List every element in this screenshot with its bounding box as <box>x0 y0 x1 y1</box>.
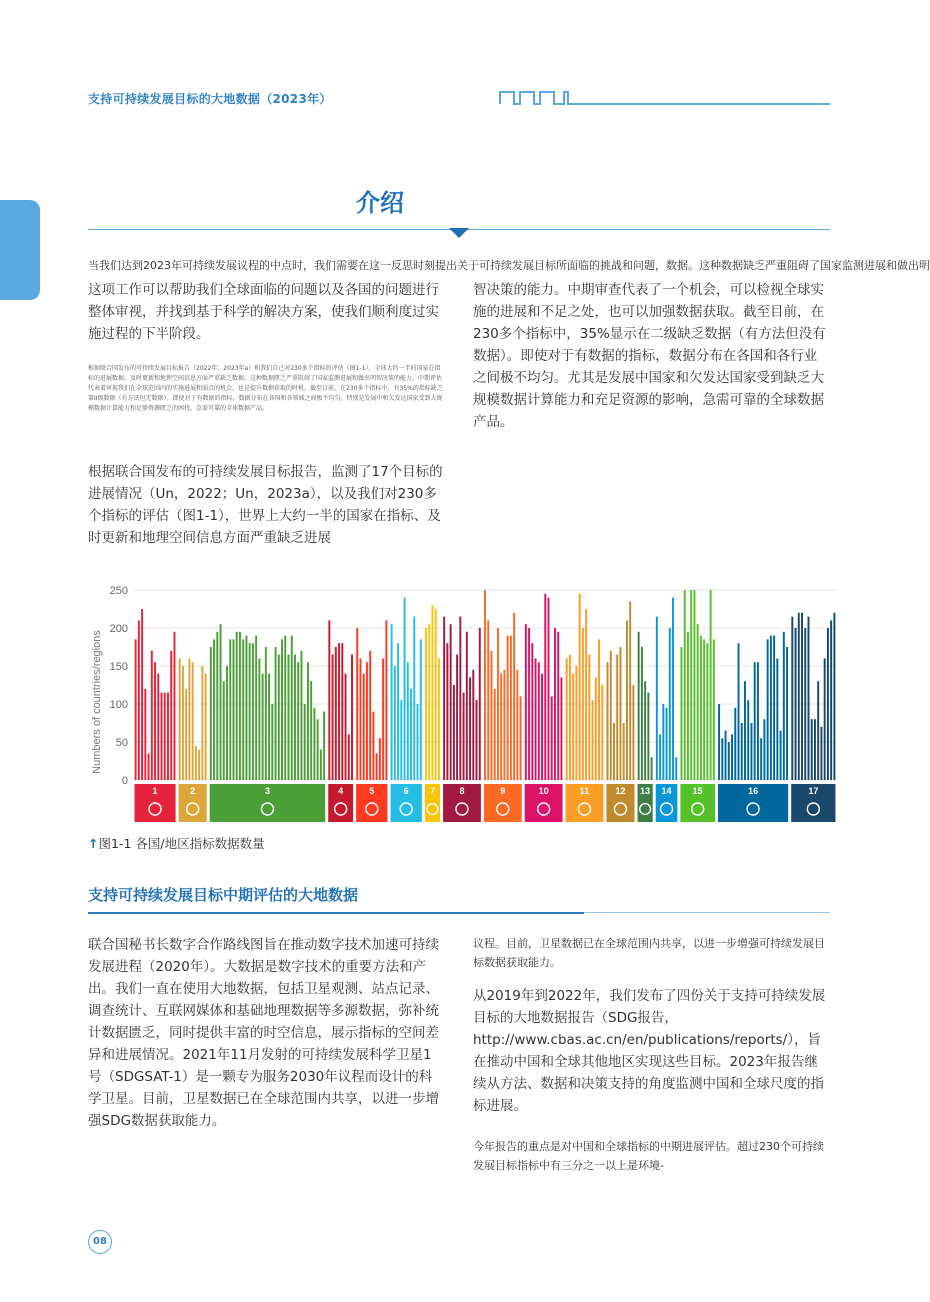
bar-goal-1 <box>167 693 169 780</box>
header-decoration <box>498 88 830 108</box>
bar-goal-11 <box>592 700 594 780</box>
bar-goal-11 <box>566 658 568 780</box>
subsection-title: 支持可持续发展目标中期评估的大地数据 <box>88 886 359 904</box>
bar-goal-9 <box>494 689 496 780</box>
bar-goal-9 <box>491 651 493 780</box>
bar-goal-16 <box>757 662 759 780</box>
bar-goal-8 <box>443 617 445 780</box>
bar-goal-3 <box>271 704 273 780</box>
bar-goal-16 <box>734 708 736 780</box>
bar-goal-15 <box>693 590 695 780</box>
bar-goal-14 <box>656 617 658 780</box>
section-title: 介绍 <box>356 189 404 217</box>
bar-goal-3 <box>297 662 299 780</box>
bar-goal-17 <box>808 617 810 780</box>
bar-goal-3 <box>255 636 257 780</box>
bar-goal-3 <box>229 639 231 780</box>
chart-bars <box>135 590 836 780</box>
bar-goal-7 <box>435 609 437 780</box>
bar-goal-15 <box>684 590 686 780</box>
sdg-goal-number: 13 <box>640 786 651 796</box>
bar-goal-2 <box>205 674 207 780</box>
bar-goal-4 <box>351 655 353 780</box>
bar-goal-14 <box>662 704 664 780</box>
bar-goal-7 <box>431 605 433 780</box>
bar-goal-3 <box>278 655 280 780</box>
bar-goal-3 <box>223 681 225 780</box>
bar-goal-6 <box>404 598 406 780</box>
bar-goal-3 <box>275 647 277 780</box>
sdg-goal-number: 12 <box>615 786 626 796</box>
bar-goal-16 <box>763 719 765 780</box>
y-tick-label: 0 <box>121 775 128 787</box>
bar-goal-6 <box>420 639 422 780</box>
bar-goal-12 <box>616 655 618 780</box>
bar-goal-4 <box>338 643 340 780</box>
sdg-goal-number: 17 <box>808 786 819 796</box>
bar-goal-5 <box>382 658 384 780</box>
bar-goal-6 <box>400 700 402 780</box>
bar-goal-11 <box>572 674 574 780</box>
bar-goal-16 <box>767 639 769 780</box>
sdg-goal-icons <box>135 784 836 822</box>
bar-goal-5 <box>360 658 362 780</box>
bar-goal-16 <box>721 738 723 780</box>
intro-right-paragraph: 智决策的能力。中期审查代表了一个机会，可以检视全球实施的进展和不足之处，也可以加强数据获取。截至目前，在230多个指标中，35%显示在二级缺乏数据（有方法但没有数据）。即使对于有数据的指标，数据分布在各国和各行业之间极不均匀。尤其是发展中国家和欠发达国家受到缺乏大规模数据计算能力和充足资源的影响，急需可靠的全球数据产品。 <box>473 282 826 430</box>
bar-goal-10 <box>544 594 546 780</box>
bar-goal-16 <box>731 734 733 780</box>
bar-goal-8 <box>450 624 452 780</box>
bar-goal-10 <box>528 628 530 780</box>
bar-goal-16 <box>773 636 775 780</box>
bar-goal-8 <box>476 700 478 780</box>
bar-goal-3 <box>233 639 235 780</box>
sdg-goal-number: 9 <box>500 786 506 796</box>
bar-goal-10 <box>557 632 559 780</box>
bar-goal-3 <box>313 708 315 780</box>
bar-goal-16 <box>754 662 756 780</box>
sdg-goal-number: 10 <box>538 786 549 796</box>
bar-goal-12 <box>623 723 625 780</box>
bar-goal-5 <box>376 753 378 780</box>
subsection-divider-light <box>584 912 830 913</box>
sdg-goal-number: 1 <box>152 786 158 796</box>
bar-goal-1 <box>170 651 172 780</box>
bar-goal-3 <box>317 719 319 780</box>
bar-goal-3 <box>268 674 270 780</box>
bar-goal-16 <box>750 723 752 780</box>
bar-goal-17 <box>804 628 806 780</box>
bar-goal-16 <box>776 658 778 780</box>
bar-goal-13 <box>644 681 646 780</box>
section-divider-marker <box>449 228 469 238</box>
bar-goal-3 <box>213 639 215 780</box>
bar-goal-6 <box>417 704 419 780</box>
bar-goal-12 <box>619 647 621 780</box>
bar-goal-4 <box>345 674 347 780</box>
bar-goal-17 <box>811 719 813 780</box>
bar-goal-8 <box>463 693 465 780</box>
bar-goal-1 <box>151 651 153 780</box>
bar-goal-12 <box>629 601 631 780</box>
bar-goal-11 <box>569 655 571 780</box>
bar-goal-5 <box>366 662 368 780</box>
bar-goal-5 <box>363 674 365 780</box>
bar-goal-16 <box>747 700 749 780</box>
bar-goal-16 <box>780 731 782 780</box>
bar-goal-1 <box>164 693 166 780</box>
bar-goal-4 <box>332 655 334 780</box>
bar-goal-1 <box>144 689 146 780</box>
bar-goal-10 <box>560 677 562 780</box>
bar-goal-2 <box>195 746 197 780</box>
sdg-indicator-bar-chart <box>84 578 840 826</box>
bar-goal-15 <box>697 624 699 780</box>
bar-goal-12 <box>626 620 628 780</box>
bar-goal-11 <box>598 639 600 780</box>
bar-goal-11 <box>575 666 577 780</box>
bar-goal-9 <box>520 696 522 780</box>
bar-goal-17 <box>814 719 816 780</box>
y-tick-label: 100 <box>109 699 128 711</box>
bar-goal-6 <box>391 624 393 780</box>
bar-goal-10 <box>548 598 550 780</box>
bar-goal-3 <box>220 624 222 780</box>
bar-goal-1 <box>141 609 143 780</box>
bar-goal-16 <box>741 723 743 780</box>
bar-goal-2 <box>185 689 187 780</box>
bar-goal-10 <box>531 643 533 780</box>
bar-goal-3 <box>258 658 260 780</box>
running-header-title: 支持可持续发展目标的大地数据（2023年） <box>88 92 332 106</box>
bar-goal-16 <box>770 636 772 780</box>
caption-arrow-icon: ↑ <box>88 836 99 851</box>
bar-goal-14 <box>666 708 668 780</box>
bar-goal-10 <box>541 674 543 780</box>
bar-goal-3 <box>304 704 306 780</box>
bar-goal-14 <box>672 598 674 780</box>
sdg-goal-number: 3 <box>264 786 270 796</box>
bar-goal-6 <box>413 617 415 780</box>
bar-goal-3 <box>284 636 286 780</box>
bar-goal-9 <box>516 670 518 780</box>
bar-goal-12 <box>632 685 634 780</box>
sdg-goal-number: 8 <box>459 786 465 796</box>
bar-goal-7 <box>428 624 430 780</box>
sdg-goal-number: 4 <box>338 786 344 796</box>
bar-goal-2 <box>192 662 194 780</box>
bar-goal-14 <box>675 757 677 780</box>
bar-goal-4 <box>341 643 343 780</box>
bar-goal-6 <box>394 666 396 780</box>
bar-goal-1 <box>161 693 163 780</box>
bar-goal-4 <box>348 734 350 780</box>
bar-goal-5 <box>372 712 374 780</box>
sdg-goal-number: 16 <box>748 786 759 796</box>
bar-goal-14 <box>669 628 671 780</box>
bar-goal-11 <box>582 628 584 780</box>
sdg-goal-number: 14 <box>661 786 672 796</box>
bar-goal-2 <box>198 750 200 780</box>
bar-goal-1 <box>157 674 159 780</box>
bar-goal-17 <box>827 628 829 780</box>
sdg-goal-number: 5 <box>369 786 375 796</box>
sdg-goal-number: 15 <box>692 786 703 796</box>
bar-goal-1 <box>138 620 140 780</box>
bar-goal-11 <box>585 609 587 780</box>
bar-goal-3 <box>294 655 296 780</box>
bar-goal-10 <box>554 628 556 780</box>
bar-goal-1 <box>173 632 175 780</box>
bar-goal-9 <box>510 636 512 780</box>
y-tick-label: 150 <box>109 661 128 673</box>
bar-goal-10 <box>525 624 527 780</box>
bar-goal-8 <box>472 670 474 780</box>
bar-goal-8 <box>479 628 481 780</box>
bar-goal-17 <box>830 620 832 780</box>
bar-goal-9 <box>487 620 489 780</box>
bar-goal-3 <box>249 643 251 780</box>
bar-goal-8 <box>466 632 468 780</box>
bar-goal-15 <box>703 639 705 780</box>
chart-y-ticks <box>110 585 128 787</box>
bar-goal-1 <box>135 639 137 780</box>
bar-goal-7 <box>425 628 427 780</box>
sdg-goal-number: 7 <box>429 786 435 796</box>
bar-goal-3 <box>242 639 244 780</box>
bar-goal-4 <box>328 620 330 780</box>
sdg-goal-number: 2 <box>190 786 196 796</box>
bar-goal-16 <box>738 643 740 780</box>
bar-goal-3 <box>226 666 228 780</box>
bar-goal-17 <box>795 628 797 780</box>
bar-goal-5 <box>356 628 358 780</box>
figure-caption <box>88 834 265 852</box>
bar-goal-2 <box>201 666 203 780</box>
intro-fine-print: 根据联合国发布的可持续发展目标报告（2022年；2023年a）和我们自己对230多个指标的评估（图1-1），全球大约一半的国家在指标的进展数据、及时更新和地理空间信息方面严重缺乏数据。这种数据匮乏严重阻碍了国家监测进展和做出明智决策的能力。中期评估代表着审视我们在全球范围内的实施进展和弱点的机会，也是提升数据获取的时机。截至目前，在230多个指标中，有35%的指标缺乏第II级数据（有方法但无数据）。即使对于有数据的指标，数据分布在各国和各领域之间极不均匀。特别是发展中和欠发达国家受到大规模数据计算能力和足够资源匮乏的困扰，急需可靠的全球数据产品。 <box>88 365 443 412</box>
bar-goal-15 <box>687 632 689 780</box>
bar-goal-15 <box>710 590 712 780</box>
bar-goal-13 <box>651 757 653 780</box>
bar-goal-12 <box>613 723 615 780</box>
bar-goal-17 <box>824 658 826 780</box>
bar-goal-13 <box>641 647 643 780</box>
bar-goal-3 <box>300 651 302 780</box>
bar-goal-7 <box>438 658 440 780</box>
bar-goal-6 <box>397 643 399 780</box>
subsection-left-paragraph: 联合国秘书长数字合作路线图旨在推动数字技术加速可持续发展进程（2020年）。大数据是数字技术的重要方法和产出。我们一直在使用大地数据，包括卫星观测、站点记录、调查统计、互联网媒体和基础地理数据等多源数据，弥补统计数据匮乏，同时提供丰富的时空信息，展示指标的空间差异和进展情况。2021年11月发射的可持续发展科学卫星1号（SDGSAT-1）是一颗专为服务2030年议程而设计的科学卫星。目前，卫星数据已在全球范围内共享，以进一步增强SDG数据获取能力。 <box>88 937 439 1129</box>
bar-goal-3 <box>320 750 322 780</box>
bar-goal-8 <box>459 617 461 780</box>
bar-goal-3 <box>291 636 293 780</box>
bar-goal-2 <box>179 658 181 780</box>
bar-goal-15 <box>700 636 702 780</box>
bar-goal-11 <box>595 677 597 780</box>
subsection-divider <box>88 912 584 914</box>
bar-goal-9 <box>497 628 499 780</box>
bar-goal-3 <box>323 712 325 780</box>
subsection-right-paragraph-1: 议程。目前，卫星数据已在全球范围内共享，以进一步增强可持续发展目标数据获取能力。 <box>473 937 825 969</box>
chart-y-axis-label: Numbers of countries/regions <box>91 630 103 774</box>
bar-goal-11 <box>588 655 590 780</box>
bar-goal-8 <box>456 655 458 780</box>
sdg-goal-number: 6 <box>403 786 409 796</box>
y-tick-label: 50 <box>115 737 128 749</box>
bar-goal-17 <box>833 613 835 780</box>
subsection-right-paragraph-3: 今年报告的重点是对中国和全球指标的中期进展评估。超过230个可持续发展目标指标中有三分之一以上是环境- <box>473 1140 824 1172</box>
y-tick-label: 250 <box>109 585 128 597</box>
bar-goal-17 <box>791 617 793 780</box>
bar-goal-13 <box>638 632 640 780</box>
bar-goal-16 <box>744 681 746 780</box>
bar-goal-9 <box>484 590 486 780</box>
bar-goal-3 <box>281 639 283 780</box>
bar-goal-1 <box>154 662 156 780</box>
subsection-right-paragraph-2: 从2019年到2022年，我们发布了四份关于支持可持续发展目标的大地数据报告（SDG报告，http://www.cbas.ac.cn/en/publications/reports/），旨在推动中国和全球其他地区实现这些目标。2023年报告继续从方法、数据和决策支持的角度监测中国和全球尺度的指标进展。 <box>473 988 826 1114</box>
bar-goal-5 <box>379 738 381 780</box>
intro-left-paragraph: 这项工作可以帮助我们全球面临的问题以及各国的问题进行整体审视，并找到基于科学的解决方案，使我们顺利度过实施过程的下半阶段。 <box>88 282 439 342</box>
bar-goal-3 <box>216 632 218 780</box>
bar-goal-12 <box>610 651 612 780</box>
bar-goal-16 <box>786 647 788 780</box>
bar-goal-11 <box>579 594 581 780</box>
bar-goal-17 <box>820 727 822 780</box>
bar-goal-15 <box>706 643 708 780</box>
bar-goal-9 <box>503 670 505 780</box>
bar-goal-3 <box>245 636 247 780</box>
bar-goal-10 <box>535 658 537 780</box>
bar-goal-9 <box>507 636 509 780</box>
bar-goal-2 <box>182 666 184 780</box>
bar-goal-16 <box>760 738 762 780</box>
intro-left-paragraph-2: 根据联合国发布的可持续发展目标报告，监测了17个目标的进展情况（Un，2022；Un，2023a），以及我们对230多个指标的评估（图1-1），世界上大约一半的国家在指标、及时更新和地理空间信息方面严重缺乏进展 <box>88 464 443 546</box>
sdg-goal-number: 11 <box>579 786 590 796</box>
bar-goal-16 <box>725 731 727 780</box>
bar-goal-3 <box>239 632 241 780</box>
figure-caption-text: 图1-1 各国/地区指标数据数量 <box>98 836 265 851</box>
bar-goal-15 <box>690 590 692 780</box>
bar-goal-16 <box>728 742 730 780</box>
bar-goal-16 <box>783 632 785 780</box>
bar-goal-3 <box>252 643 254 780</box>
bar-goal-8 <box>446 643 448 780</box>
bar-goal-5 <box>385 620 387 780</box>
bar-goal-1 <box>148 753 150 780</box>
bar-goal-2 <box>188 658 190 780</box>
bar-goal-9 <box>500 674 502 780</box>
bar-goal-9 <box>513 613 515 780</box>
bar-goal-10 <box>551 696 553 780</box>
bar-goal-13 <box>647 693 649 780</box>
bar-goal-6 <box>410 689 412 780</box>
intro-overlap-line: 当我们达到2023年可持续发展议程的中点时，我们需要在这一反思时刻提出关于可持续发展目标所面临的挑战和问题，数据。这种数据缺乏严重阻碍了国家监测进展和做出明 <box>88 259 930 272</box>
bar-goal-5 <box>369 651 371 780</box>
bar-goal-11 <box>601 685 603 780</box>
bar-goal-17 <box>801 613 803 780</box>
bar-goal-8 <box>453 685 455 780</box>
bar-goal-8 <box>469 677 471 780</box>
bar-goal-15 <box>681 647 683 780</box>
bar-goal-16 <box>718 704 720 780</box>
bar-goal-3 <box>265 647 267 780</box>
y-tick-label: 200 <box>109 623 128 635</box>
bar-goal-3 <box>236 632 238 780</box>
bar-goal-3 <box>210 647 212 780</box>
bar-goal-14 <box>659 734 661 780</box>
bar-goal-15 <box>713 639 715 780</box>
bar-goal-12 <box>607 662 609 780</box>
bar-goal-17 <box>798 613 800 780</box>
bar-goal-3 <box>262 674 264 780</box>
bar-goal-17 <box>817 681 819 780</box>
bar-goal-4 <box>335 647 337 780</box>
bar-goal-3 <box>310 681 312 780</box>
page-number: 08 <box>88 1230 112 1254</box>
bar-goal-3 <box>307 662 309 780</box>
bar-goal-10 <box>538 662 540 780</box>
bar-goal-6 <box>407 662 409 780</box>
bar-goal-3 <box>288 655 290 780</box>
